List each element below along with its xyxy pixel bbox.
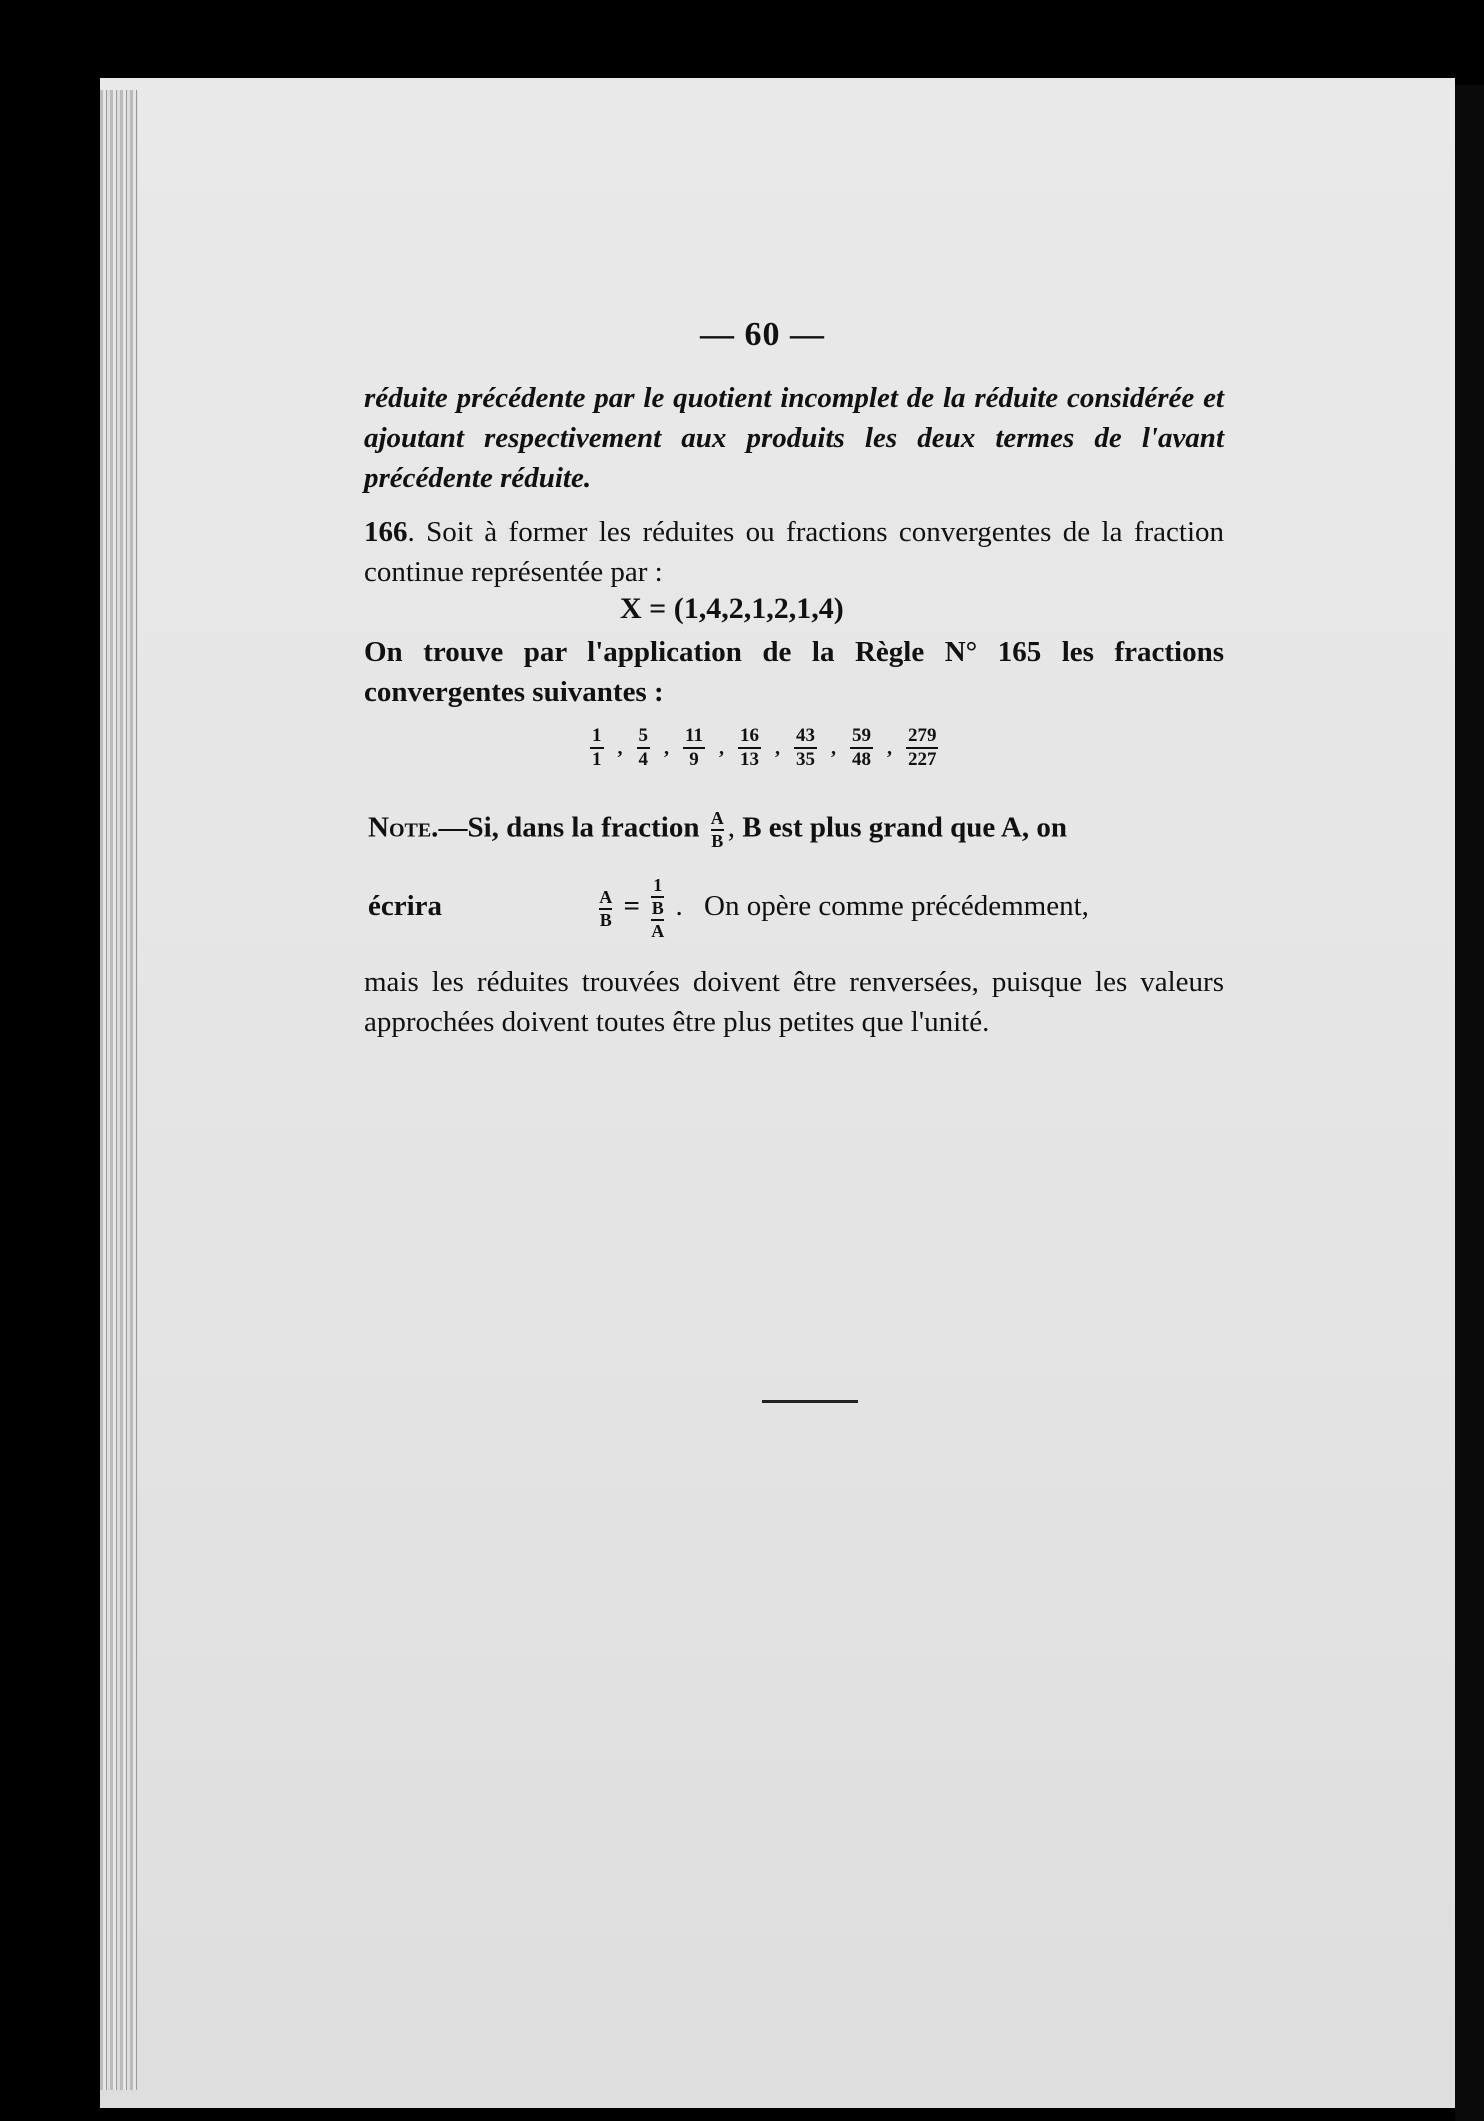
section-number: 166: [364, 516, 408, 548]
end-rule: [762, 1400, 858, 1403]
fraction-denominator: 227: [907, 749, 937, 770]
fraction-denominator: 48: [851, 749, 871, 770]
paragraph-3: mais les réduites trouvées doivent être renversées, puisque les valeurs approchées doivent toutes être plus petites que l'unité.: [364, 966, 1224, 1038]
fraction: [794, 725, 817, 771]
paragraph-2: On trouve par l'application de la Règle N° 165 les fractions convergentes suivantes :: [364, 636, 1224, 708]
ecrira-rhs: [651, 875, 664, 942]
formula: X = (1,4,2,1,2,1,4): [620, 592, 844, 625]
fraction-numerator: 1: [592, 725, 602, 746]
ecrira-tail: On opère comme précédemment,: [704, 890, 1089, 923]
fraction: [683, 725, 705, 771]
ecrira-row: écrira $\frac{A}{B}$ = 1 B A . On opère comme précédemment,: [368, 875, 1089, 941]
fraction-numerator: 5: [638, 725, 648, 746]
note-label: Note.: [368, 811, 439, 844]
ecrira-word: écrira: [368, 890, 443, 923]
fraction: [850, 725, 873, 771]
note-text-a: —Si, dans la fraction: [438, 811, 700, 844]
note-frac-num: A: [710, 808, 724, 828]
page-number: — 60 —: [700, 316, 825, 353]
right-spine: [1455, 85, 1484, 2121]
fraction-denominator: 9: [689, 749, 699, 770]
ecrira-lhs-den: B: [599, 909, 612, 930]
fraction-numerator: 16: [739, 725, 759, 746]
fraction: [906, 725, 939, 771]
section-166: 166. Soit à former les réduites ou fractions convergentes de la fraction continue représentée par :: [364, 516, 1225, 588]
fraction-numerator: 279: [907, 725, 937, 746]
ecrira-rhs-den: B: [651, 898, 664, 918]
intro-paragraph: réduite précédente par le quotient incomplet de la réduite considérée et ajoutant respectivement aux produits les deux termes de l'avant précédente réduite.: [364, 382, 1224, 494]
note-fraction: [711, 808, 724, 852]
fraction-denominator: 35: [795, 749, 815, 770]
fraction-numerator: 11: [685, 725, 703, 746]
convergent-fractions: $\frac{1}{1}$ , $\frac{5}{4}$ , $\frac{11}{9}$ , $\frac{16}{13}$ , $\frac{43}{35}$ , $\frac{59}{48}$ , $\frac{279}{227}$: [592, 725, 937, 770]
fraction: [738, 725, 761, 771]
fraction-denominator: 4: [638, 749, 648, 770]
fraction-denominator: 13: [739, 749, 759, 770]
page-edges: [100, 90, 138, 2090]
fraction: [637, 725, 651, 771]
ecrira-rhs-num: 1: [653, 875, 663, 895]
fraction: [590, 725, 604, 771]
note-paragraph: Note.—Si, dans la fraction $\frac{A}{B}$ , B est plus grand que A, on: [368, 808, 1067, 851]
ecrira-lhs-num: A: [599, 886, 613, 907]
fraction-numerator: 43: [795, 725, 815, 746]
note-frac-den: B: [711, 831, 724, 851]
ecrira-rhs-den2: A: [651, 921, 665, 941]
fraction-numerator: 59: [851, 725, 871, 746]
fraction-denominator: 1: [592, 749, 602, 770]
section-text: Soit à former les réduites ou fractions convergentes de la fraction continue représentée par :: [364, 516, 1225, 588]
note-text-b: B est plus grand que A, on: [742, 811, 1067, 844]
ecrira-lhs: [599, 887, 612, 931]
